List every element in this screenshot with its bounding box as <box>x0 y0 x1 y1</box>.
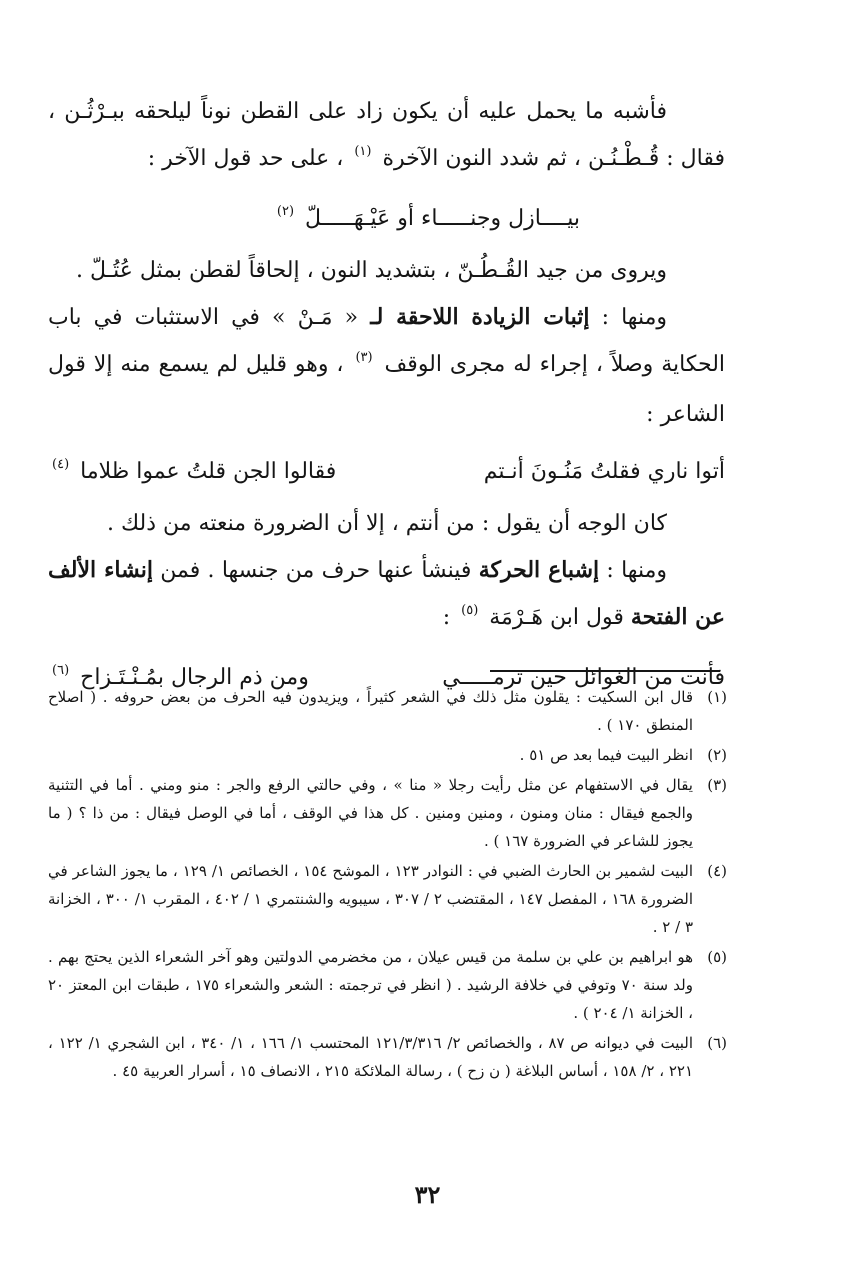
footnote-text: البيت في ديوانه ص ٨٧ ، والخصائص ٢/ ١٢١/٣/٣١٦ المحتسب ١/ ١٦٦ ، ١/ ٣٤٠ ، ابن الشجري ١/ ١٢٢ ، ٢٢١ ، ٢/ ١٥٨ ، أساس البلاغة ( ن زح ) ، رسالة الملائكة ٢١٥ ، الانصاف ١٥ ، أسرار العربية ٤٥ . <box>48 1034 694 1080</box>
footnote-ref-1[interactable]: (١) <box>354 144 372 159</box>
footnote-2 <box>48 741 727 769</box>
footnote-3 <box>48 771 727 855</box>
footnote-number: (٢) <box>707 746 727 764</box>
paragraph-5: ومنها : إشباع الحركة فينشأ عنها حرف من جنسها . فمن إنشاء الألف عن الفتحة قول ابن هَـرْمَة $^{(٥)}$ : <box>48 557 725 630</box>
footnote-6 <box>48 1029 727 1085</box>
footnotes <box>48 683 727 1087</box>
paragraph-4: كان الوجه أن يقول : من أنتم ، إلا أن الضرورة منعته من ذلك . <box>106 511 667 536</box>
footnote-4 <box>48 857 727 941</box>
page-number: ٣٢ <box>414 1180 441 1209</box>
main-text <box>48 88 725 706</box>
footnote-text: هو ابراهيم بن علي بن سلمة من قيس عيلان ، من مخضرمي الدولتين وهو آخر الشعراء الذين يحتج بهم . ولد سنة ٧٠ وتوفي في خلافة الرشيد . ( انظر في ترجمته : الشعر والشعراء ١٧٥ ، طبقات ابن المعتز ٢٠ ، الخزانة ١/ ٢٠٤ ) . <box>48 948 693 1022</box>
footnote-text: قال ابن السكيت : يقلون مثل ذلك في الشعر كثيراً ، ويزيدون فيه الحرف من بعض حروفه . ( اصلاح المنطق ١٧٠ ) . <box>48 688 693 734</box>
verse-1-line: بيــــازل وجنـــــاء أو عَيْـهَـــــلّ $^{(٢)}$ <box>276 204 580 231</box>
verse-3-second-hemistich: ومن ذم الرجال بمُـنْـتَـزاح $^{(٦)}$ <box>52 663 309 690</box>
footnote-number: (٣) <box>707 776 727 794</box>
verse-2-second-hemistich: فقالوا الجن قلتُ عموا ظلاما $^{(٤)}$ <box>52 457 337 484</box>
verse-2 <box>48 438 725 500</box>
footnote-text: البيت لشمير بن الحارث الضبي في : النوادر ١٢٣ ، الموشح ١٥٤ ، الخصائص ١/ ١٢٩ ، ما يجوز الشاعر في الضرورة ١٦٨ ، المفصل ١٤٧ ، المقتضب ٢ / ٣٠٧ ، سيبويه والشنتمري ١ / ٤٠٢ ، المقرب ١/ ٣٠٠ ، الخزانة ٣ / ٢ . <box>48 862 694 936</box>
paragraph-3: ومنها : إثبات الزيادة اللاحقة لـ « مَـنْ » في الاستثبات في باب الحكاية وصلاً ، إجراء له مجرى الوقف $^{(٣)}$ ، وهو قليل لم يسمع منه إلا قول الشاعر : <box>48 304 726 427</box>
footnote-5 <box>48 943 727 1027</box>
heading-added-letter: إثبات الزيادة اللاحقة لـ <box>370 304 590 330</box>
footnote-text: يقال في الاستفهام عن مثل رأيت رجلا « منا » ، وفي حالتي الرفع والجر : منو ومني . أما في التثنية والجمع فيقال : منان ومنون ، ومنين ومنين . كل هذا في الوقف ، أما في الوصل فيقال : من ذا ؟ ( ما يجوز للشاعر في الضرورة ١٦٧ ) . <box>48 776 693 850</box>
verse-3-first-hemistich: فأنت من الغوائل حين ترمـــــي <box>442 665 725 690</box>
verse-2-first-hemistich: أتوا ناري فقلتُ مَنُـونَ أنـتم <box>483 459 725 484</box>
footnote-number: (٦) <box>707 1034 727 1052</box>
footnote-number: (٥) <box>707 948 727 966</box>
footnote-ref-2[interactable]: (٢) <box>276 204 295 219</box>
footnote-ref-3[interactable]: (٣) <box>355 350 373 365</box>
paragraph-2: ويروى من جيد القُـطُـنّ ، بتشديد النون ، إلحاقاً لقطن بمثل عُتُـلّ . <box>76 258 667 283</box>
heading-vowel-lengthening: إشباع الحركة <box>478 557 600 583</box>
footnote-1 <box>48 683 727 739</box>
footnote-number: (٤) <box>707 862 727 880</box>
verse-1 <box>48 185 725 247</box>
footnote-text: انظر البيت فيما بعد ص ٥١ . <box>519 746 693 764</box>
paragraph-1: فأشبه ما يحمل عليه أن يكون زاد على القطن نوناً ليلحقه ببـرْثُـن ، فقال : قُـطْـنُـن ، ثم شدد النون الآخرة $^{(١)}$ ، على حد قول الآخر : <box>48 99 725 171</box>
footnote-divider <box>490 670 720 672</box>
footnote-ref-6[interactable]: (٦) <box>52 663 70 678</box>
footnote-number: (١) <box>707 688 727 706</box>
heading-alif-from-fatha: إنشاء الألف عن الفتحة <box>48 557 725 630</box>
footnote-ref-5[interactable]: (٥) <box>461 603 479 618</box>
footnote-ref-4[interactable]: (٤) <box>52 457 70 472</box>
